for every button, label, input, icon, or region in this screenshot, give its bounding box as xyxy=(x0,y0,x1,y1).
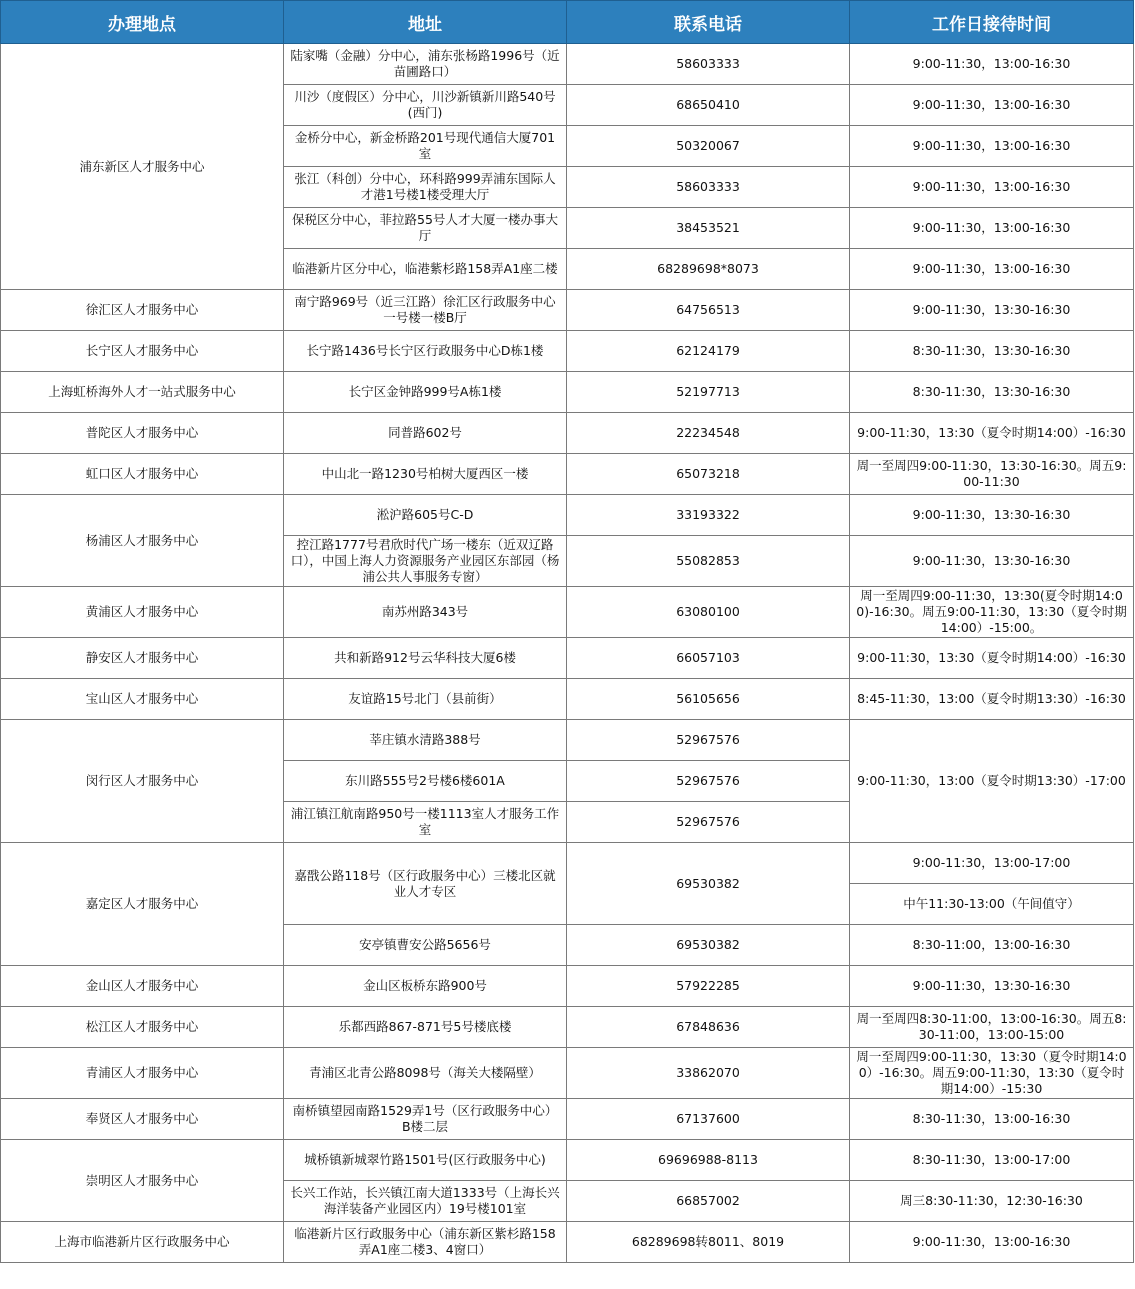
hours-cell: 9:00-11:30，13:30（夏令时期14:00）-16:30 xyxy=(850,638,1134,679)
hours-cell: 周一至周四9:00-11:30，13:30(夏令时期14:00)-16:30。周五9:00-11:30，13:30（夏令时期14:00）-15:00。 xyxy=(850,587,1134,638)
table-row xyxy=(1,1007,1134,1048)
phone-cell: 33193322 xyxy=(567,495,850,536)
hours-cell: 9:00-11:30，13:30-16:30 xyxy=(850,966,1134,1007)
location-cell: 上海市临港新片区行政服务中心 xyxy=(1,1222,284,1263)
location-cell: 徐汇区人才服务中心 xyxy=(1,290,284,331)
phone-cell: 62124179 xyxy=(567,331,850,372)
address-cell: 乐都西路867-871号5号楼底楼 xyxy=(284,1007,567,1048)
phone-cell: 67137600 xyxy=(567,1099,850,1140)
hours-cell: 9:00-11:30，13:00-16:30 xyxy=(850,44,1134,85)
phone-cell: 22234548 xyxy=(567,413,850,454)
hours-cell: 9:00-11:30，13:00-16:30 xyxy=(850,1222,1134,1263)
address-cell: 嘉戬公路118号（区行政服务中心）三楼北区就业人才专区 xyxy=(284,843,567,925)
address-cell: 金山区板桥东路900号 xyxy=(284,966,567,1007)
phone-cell: 63080100 xyxy=(567,587,850,638)
phone-cell: 68650410 xyxy=(567,85,850,126)
header-hours: 工作日接待时间 xyxy=(850,1,1134,44)
address-cell: 同普路602号 xyxy=(284,413,567,454)
hours-cell: 9:00-11:30，13:30-16:30 xyxy=(850,290,1134,331)
hours-cell: 9:00-11:30，13:00（夏令时期13:30）-17:00 xyxy=(850,720,1134,843)
hours-cell: 9:00-11:30，13:00-16:30 xyxy=(850,167,1134,208)
hours-cell: 8:30-11:30，13:30-16:30 xyxy=(850,372,1134,413)
location-cell: 普陀区人才服务中心 xyxy=(1,413,284,454)
location-cell: 静安区人才服务中心 xyxy=(1,638,284,679)
phone-cell: 67848636 xyxy=(567,1007,850,1048)
address-cell: 城桥镇新城翠竹路1501号(区行政服务中心) xyxy=(284,1140,567,1181)
table-row xyxy=(1,1222,1134,1263)
phone-cell: 56105656 xyxy=(567,679,850,720)
hours-cell: 9:00-11:30，13:00-16:30 xyxy=(850,126,1134,167)
address-cell: 长兴工作站，长兴镇江南大道1333号（上海长兴海洋装备产业园区内）19号楼101室 xyxy=(284,1181,567,1222)
address-cell: 张江（科创）分中心，环科路999弄浦东国际人才港1号楼1楼受理大厅 xyxy=(284,167,567,208)
table-row xyxy=(1,290,1134,331)
location-cell: 金山区人才服务中心 xyxy=(1,966,284,1007)
hours-cell: 周三8:30-11:30，12:30-16:30 xyxy=(850,1181,1134,1222)
table-row xyxy=(1,1140,1134,1181)
phone-cell: 50320067 xyxy=(567,126,850,167)
header-phone: 联系电话 xyxy=(567,1,850,44)
hours-cell: 9:00-11:30，13:30（夏令时期14:00）-16:30 xyxy=(850,413,1134,454)
address-cell: 金桥分中心，新金桥路201号现代通信大厦701室 xyxy=(284,126,567,167)
location-cell: 奉贤区人才服务中心 xyxy=(1,1099,284,1140)
phone-cell: 66057103 xyxy=(567,638,850,679)
hours-cell: 9:00-11:30，13:00-16:30 xyxy=(850,249,1134,290)
address-cell: 东川路555号2号楼6楼601A xyxy=(284,761,567,802)
phone-cell: 65073218 xyxy=(567,454,850,495)
address-cell: 临港新片区分中心，临港紫杉路158弄A1座二楼 xyxy=(284,249,567,290)
hours-cell: 中午11:30-13:00（午间值守） xyxy=(850,884,1134,925)
hours-cell: 8:30-11:00，13:00-16:30 xyxy=(850,925,1134,966)
table-row xyxy=(1,966,1134,1007)
hours-cell: 周一至周四8:30-11:00，13:00-16:30。周五8:30-11:00，13:00-15:00 xyxy=(850,1007,1134,1048)
hours-cell: 9:00-11:30，13:30-16:30 xyxy=(850,495,1134,536)
address-cell: 淞沪路605号C-D xyxy=(284,495,567,536)
location-cell: 虹口区人才服务中心 xyxy=(1,454,284,495)
location-cell: 上海虹桥海外人才一站式服务中心 xyxy=(1,372,284,413)
table-row xyxy=(1,1048,1134,1099)
address-cell: 陆家嘴（金融）分中心，浦东张杨路1996号（近苗圃路口） xyxy=(284,44,567,85)
hours-cell: 8:30-11:30，13:30-16:30 xyxy=(850,331,1134,372)
phone-cell: 66857002 xyxy=(567,1181,850,1222)
phone-cell: 33862070 xyxy=(567,1048,850,1099)
hours-cell: 周一至周四9:00-11:30，13:30-16:30。周五9:00-11:30 xyxy=(850,454,1134,495)
phone-cell: 52967576 xyxy=(567,802,850,843)
header-location: 办理地点 xyxy=(1,1,284,44)
address-cell: 临港新片区行政服务中心（浦东新区紫杉路158弄A1座二楼3、4窗口） xyxy=(284,1222,567,1263)
hours-cell: 8:45-11:30，13:00（夏令时期13:30）-16:30 xyxy=(850,679,1134,720)
phone-cell: 52967576 xyxy=(567,761,850,802)
table-row xyxy=(1,454,1134,495)
hours-cell: 9:00-11:30，13:00-16:30 xyxy=(850,208,1134,249)
location-cell: 崇明区人才服务中心 xyxy=(1,1140,284,1222)
address-cell: 南苏州路343号 xyxy=(284,587,567,638)
phone-cell: 68289698*8073 xyxy=(567,249,850,290)
header-address: 地址 xyxy=(284,1,567,44)
table-row xyxy=(1,44,1134,85)
location-cell: 青浦区人才服务中心 xyxy=(1,1048,284,1099)
phone-cell: 52967576 xyxy=(567,720,850,761)
hours-cell: 9:00-11:30，13:00-16:30 xyxy=(850,85,1134,126)
phone-cell: 68289698转8011、8019 xyxy=(567,1222,850,1263)
address-cell: 友谊路15号北门（县前街） xyxy=(284,679,567,720)
location-cell: 长宁区人才服务中心 xyxy=(1,331,284,372)
table-row xyxy=(1,720,1134,761)
address-cell: 川沙（度假区）分中心，川沙新镇新川路540号(西门) xyxy=(284,85,567,126)
location-cell: 嘉定区人才服务中心 xyxy=(1,843,284,966)
table-row xyxy=(1,1099,1134,1140)
table-row xyxy=(1,843,1134,884)
address-cell: 长宁区金钟路999号A栋1楼 xyxy=(284,372,567,413)
phone-cell: 69530382 xyxy=(567,925,850,966)
address-cell: 浦江镇江航南路950号一楼1113室人才服务工作室 xyxy=(284,802,567,843)
hours-cell: 8:30-11:30，13:00-17:00 xyxy=(850,1140,1134,1181)
phone-cell: 69530382 xyxy=(567,843,850,925)
phone-cell: 69696988-8113 xyxy=(567,1140,850,1181)
phone-cell: 58603333 xyxy=(567,167,850,208)
phone-cell: 58603333 xyxy=(567,44,850,85)
address-cell: 中山北一路1230号柏树大厦西区一楼 xyxy=(284,454,567,495)
address-cell: 安亭镇曹安公路5656号 xyxy=(284,925,567,966)
phone-cell: 57922285 xyxy=(567,966,850,1007)
address-cell: 长宁路1436号长宁区行政服务中心D栋1楼 xyxy=(284,331,567,372)
table-row xyxy=(1,638,1134,679)
location-cell: 杨浦区人才服务中心 xyxy=(1,495,284,587)
hours-cell: 周一至周四9:00-11:30，13:30（夏令时期14:00）-16:30。周五9:00-11:30，13:30（夏令时期14:00）-15:30 xyxy=(850,1048,1134,1099)
address-cell: 莘庄镇水清路388号 xyxy=(284,720,567,761)
phone-cell: 38453521 xyxy=(567,208,850,249)
location-cell: 松江区人才服务中心 xyxy=(1,1007,284,1048)
table-row xyxy=(1,331,1134,372)
phone-cell: 55082853 xyxy=(567,536,850,587)
hours-cell: 8:30-11:30，13:00-16:30 xyxy=(850,1099,1134,1140)
header-row xyxy=(1,1,1134,44)
table-row xyxy=(1,587,1134,638)
location-cell: 闵行区人才服务中心 xyxy=(1,720,284,843)
table-row xyxy=(1,495,1134,536)
hours-cell: 9:00-11:30，13:30-16:30 xyxy=(850,536,1134,587)
location-cell: 浦东新区人才服务中心 xyxy=(1,44,284,290)
address-cell: 南宁路969号（近三江路）徐汇区行政服务中心一号楼一楼B厅 xyxy=(284,290,567,331)
address-cell: 南桥镇望园南路1529弄1号（区行政服务中心）B楼二层 xyxy=(284,1099,567,1140)
phone-cell: 52197713 xyxy=(567,372,850,413)
table-row xyxy=(1,413,1134,454)
phone-cell: 64756513 xyxy=(567,290,850,331)
table-row xyxy=(1,679,1134,720)
address-cell: 控江路1777号君欣时代广场一楼东（近双辽路口），中国上海人力资源服务产业园区东部园（杨浦公共人事服务专窗） xyxy=(284,536,567,587)
address-cell: 保税区分中心，菲拉路55号人才大厦一楼办事大厅 xyxy=(284,208,567,249)
location-cell: 宝山区人才服务中心 xyxy=(1,679,284,720)
location-cell: 黄浦区人才服务中心 xyxy=(1,587,284,638)
table-row xyxy=(1,372,1134,413)
address-cell: 共和新路912号云华科技大厦6楼 xyxy=(284,638,567,679)
hours-cell: 9:00-11:30，13:00-17:00 xyxy=(850,843,1134,884)
address-cell: 青浦区北青公路8098号（海关大楼隔壁） xyxy=(284,1048,567,1099)
